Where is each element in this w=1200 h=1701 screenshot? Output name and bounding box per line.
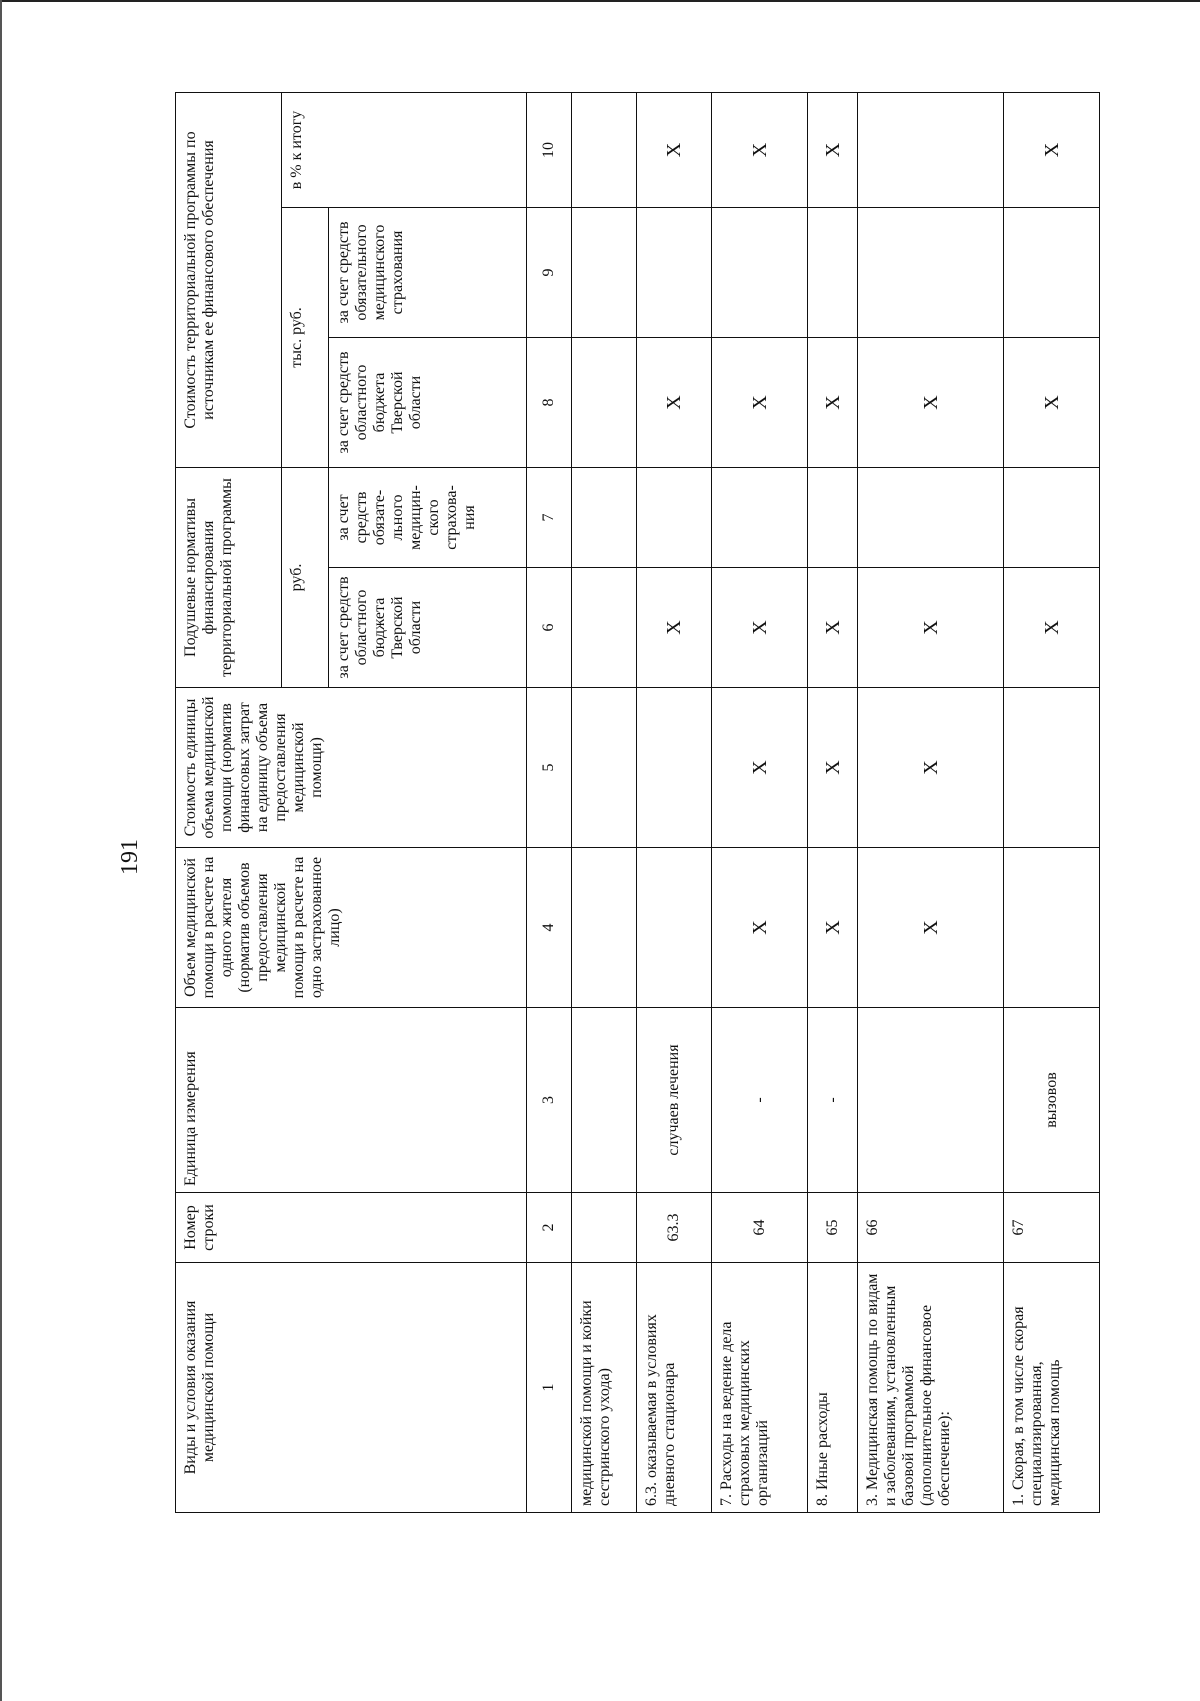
- row-cell-7: [808, 467, 858, 567]
- header-unit: Единица измерения: [176, 1008, 527, 1193]
- row-number: 66: [857, 1193, 1003, 1263]
- row-cell-9: [857, 207, 1003, 337]
- row-cell-5: [637, 688, 711, 848]
- header-cost-group: Стоимость территориальной программы по источникам ее финансового обеспечения: [176, 92, 282, 467]
- row-unit: -: [711, 1008, 808, 1193]
- table-row: [1004, 92, 1100, 1512]
- row-cell-8: [572, 337, 637, 467]
- header-row-number: Номер строки: [176, 1193, 527, 1263]
- row-cell-4: X: [808, 848, 858, 1008]
- financing-table-container: [175, 93, 1100, 1513]
- row-name: 1. Скорая, в том числе скорая специализированная, медицинская помощь: [1004, 1263, 1100, 1513]
- row-cell-5: X: [808, 688, 858, 848]
- row-cell-6: X: [1004, 568, 1100, 688]
- row-number: 64: [711, 1193, 808, 1263]
- row-cell-6: [572, 568, 637, 688]
- row-number: 65: [808, 1193, 858, 1263]
- table-row: [711, 92, 808, 1512]
- column-number-row: [527, 92, 572, 1512]
- row-cell-10: [857, 92, 1003, 207]
- header-norm-oms: за счет средств обязате-льного медицин-ского страхова-ния: [329, 467, 527, 567]
- row-cell-8: X: [1004, 337, 1100, 467]
- row-cell-5: X: [857, 688, 1003, 848]
- col-number: 6: [527, 568, 572, 688]
- row-cell-4: [1004, 848, 1100, 1008]
- col-number: 3: [527, 1008, 572, 1193]
- col-number: 9: [527, 207, 572, 337]
- row-cell-7: [572, 467, 637, 567]
- row-cell-10: X: [711, 92, 808, 207]
- row-unit: [572, 1008, 637, 1193]
- row-number: 63.3: [637, 1193, 711, 1263]
- financing-table: [175, 92, 1100, 1513]
- row-cell-6: X: [808, 568, 858, 688]
- header-rub: руб.: [281, 467, 328, 687]
- header-norms-group: Подушевые нормативы финансирования территориальной программы: [176, 467, 282, 687]
- row-cell-9: [1004, 207, 1100, 337]
- row-name: 8. Иные расходы: [808, 1263, 858, 1513]
- row-cell-4: [572, 848, 637, 1008]
- row-cell-10: X: [637, 92, 711, 207]
- row-number: [572, 1193, 637, 1263]
- row-cell-9: [808, 207, 858, 337]
- row-name: 3. Медицинская помощь по видам и заболеваниям, установленным базовой программой (дополнительное финансовое обеспечение):: [857, 1263, 1003, 1513]
- header-norm-budget: за счет средств областного бюджета Тверской области: [329, 568, 527, 688]
- row-cell-4: X: [857, 848, 1003, 1008]
- row-cell-8: X: [857, 337, 1003, 467]
- header-thous-rub: тыс. руб.: [281, 207, 328, 467]
- row-cell-9: [637, 207, 711, 337]
- row-cell-6: X: [711, 568, 808, 688]
- table-row: [637, 92, 711, 1512]
- row-cell-7: [637, 467, 711, 567]
- row-cell-7: [711, 467, 808, 567]
- row-name: медицинской помощи и койки сестринского ухода): [572, 1263, 637, 1513]
- header-types: Виды и условия оказания медицинской помощи: [176, 1263, 527, 1513]
- header-percent: в % к итогу: [281, 92, 526, 207]
- row-unit: вызовов: [1004, 1008, 1100, 1193]
- header-cost-oms: за счет средств обязательного медицинского страхования: [329, 207, 527, 337]
- row-cell-5: X: [711, 688, 808, 848]
- row-number: 67: [1004, 1193, 1100, 1263]
- header-cost-budget: за счет средств областного бюджета Тверской области: [329, 337, 527, 467]
- table-row: [808, 92, 858, 1512]
- row-unit: -: [808, 1008, 858, 1193]
- page-number: 191: [117, 839, 143, 875]
- row-cell-8: X: [808, 337, 858, 467]
- scan-edge-left: [0, 0, 2, 1701]
- table-row: [572, 92, 637, 1512]
- table-row: [857, 92, 1003, 1512]
- col-number: 4: [527, 848, 572, 1008]
- row-cell-7: [1004, 467, 1100, 567]
- row-cell-7: [857, 467, 1003, 567]
- header-cost: Стоимость единицы объема медицинской помощи (норматив финансовых затрат на единицу объема предоставления медицинской помощи): [176, 688, 527, 848]
- col-number: 1: [527, 1263, 572, 1513]
- header-volume: Объем медицинской помощи в расчете на одного жителя (норматив объемов предоставления медицинской помощи в расчете на одно застрахованное лицо): [176, 848, 527, 1008]
- row-cell-9: [572, 207, 637, 337]
- col-number: 10: [527, 92, 572, 207]
- row-cell-4: [637, 848, 711, 1008]
- row-cell-6: X: [857, 568, 1003, 688]
- col-number: 5: [527, 688, 572, 848]
- row-name: 7. Расходы на ведение дела страховых медицинских организаций: [711, 1263, 808, 1513]
- row-cell-8: X: [711, 337, 808, 467]
- col-number: 7: [527, 467, 572, 567]
- row-cell-10: [572, 92, 637, 207]
- row-cell-8: X: [637, 337, 711, 467]
- row-cell-5: [1004, 688, 1100, 848]
- row-cell-9: [711, 207, 808, 337]
- scan-edge-top: [0, 0, 1200, 2]
- col-number: 8: [527, 337, 572, 467]
- row-cell-6: X: [637, 568, 711, 688]
- row-unit: случаев лечения: [637, 1008, 711, 1193]
- row-unit: [857, 1008, 1003, 1193]
- row-cell-4: X: [711, 848, 808, 1008]
- col-number: 2: [527, 1193, 572, 1263]
- row-cell-10: X: [808, 92, 858, 207]
- row-cell-5: [572, 688, 637, 848]
- row-cell-10: X: [1004, 92, 1100, 207]
- row-name: 6.3. оказываемая в условиях дневного стационара: [637, 1263, 711, 1513]
